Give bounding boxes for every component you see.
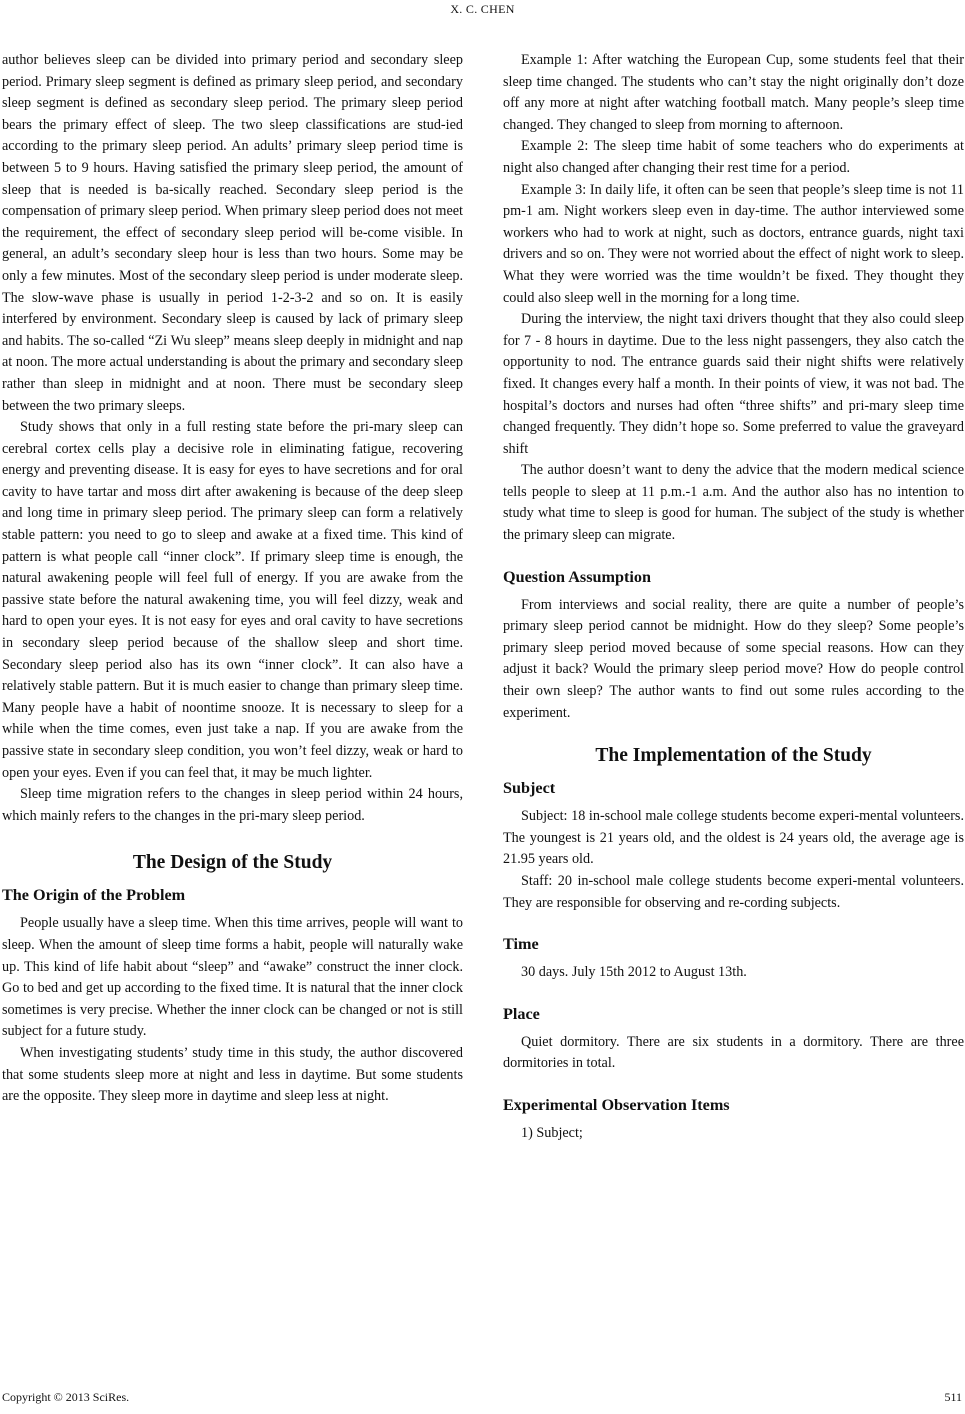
paragraph: During the interview, the night taxi drivers thought that they also could sleep for 7 - 8 hours in daytime. Due to the less night passengers, they also catch the opportunity to nod. The entrance guards said their night shifts were relatively fixed. It changes every half a month. In their points of view, it was not bad. The hospital’s doctors and nurses had often “three shifts” and pri-mary sleep time changed frequently. They didn’t hope so. Some preferred to value the graveyard shift [503,311,964,457]
paragraph: Example 1: After watching the European Cup, some students feel that their sleep time changed. The students who can’t stay the night originally don’t doze off any more at night after watching football match. Many people’s sleep time changed. They changed to sleep from morning to afternoon. [503,52,964,133]
running-head: X. C. CHEN [450,2,515,16]
left-column [2,50,463,1108]
paragraph: author believes sleep can be divided into primary period and secondary sleep period. Primary sleep segment is defined as primary sleep period, and secondary sleep segment is defined as secondary sleep period. The primary sleep period bears the primary effect of sleep. The two sleep classifications are stud-ied according to the primary sleep period. An adults’ primary sleep period time is between 5 to 9 hours. Having satisfied the primary sleep period, the amount of sleep that is needed is ba-sically reached. Secondary sleep period is the compensation of primary sleep period. When primary sleep period does not meet the requirement, the effect of secondary sleep period will be-come visible. In general, an adult’s secondary sleep hour is less than two hours. Some may be only a few minutes. Most of the secondary sleep period is under moderate sleep. The slow-wave phase is usually in period 1-2-3-2 and so on. It is easily interfered by environment. Secondary sleep is caused by lack of primary sleep and habits. The so-called “Zi Wu sleep” means sleep deeply in midnight and nap at noon. The more actual understanding is about the primary and secondary sleep rather than sleep in midnight and at noon. There must be secondary sleep between the two primary sleeps. [2,52,463,414]
paragraph: Study shows that only in a full resting state before the pri-mary sleep can cerebral cortex cells play a decisive role in eliminating fatigue, recovering energy and preventing disease. It is easy for eyes to have secretions and for oral cavity to have tartar and moss dirt after awakening is because of the deep sleep and long time in primary sleep period. The primary sleep can form a relatively stable pattern: you need to go to sleep and awake at a fixed time. This kind of pattern is what people call “inner clock”. If primary sleep time is enough, the natural awakening people will feel full of energy. If you are awake from the passive state before the natural awakening time, you will feel dizzy, weak and hard to open your eyes. It is not easy for eyes and oral cavity to have secretions in secondary sleep period because of the shallow sleep and short time. Secondary sleep period also has its own “inner clock”. It can also have a relatively stable pattern. But it is much easier to change than primary sleep time. Many people have a habit of noontime snooze. It is necessary to sleep for a while when the time comes, even just take a nap. If you are awake from the passive state in secondary sleep condition, you won’t feel dizzy, weak or hard to open your eyes. Even if you can feel that, it may be much lighter. [2,419,463,781]
subsection-heading-place: Place [503,1004,540,1023]
paragraph: 30 days. July 15th 2012 to August 13th. [521,964,747,981]
paragraph: When investigating students’ study time in this study, the author discovered that some students sleep more at night and less in daytime. But some students are the opposite. They sleep more in daytime and sleep less at night. [2,1044,463,1105]
paragraph: The author doesn’t want to deny the advice that the modern medical science tells people to sleep at 11 p.m.-1 a.m. And the author also has no intention to study what time to sleep is good for human. The subject of the study is whether the primary sleep can migrate. [503,462,964,544]
subsection-heading-items: Experimental Observation Items [503,1095,730,1114]
paragraph: Quiet dormitory. There are six students in a dormitory. There are three dormitories in total. [503,1033,964,1072]
paragraph: From interviews and social reality, there are quite a number of people’s primary sleep period cannot be midnight. How do they sleep? Some people’s primary sleep period moved because of some special reasons. How can they adjust it back? Would the primary sleep period move? How do people control their own sleep? The author wants to find out some rules according to the experiment. [503,596,964,721]
copyright-notice: Copyright © 2013 SciRes. [2,1390,130,1404]
paragraph: People usually have a sleep time. When this time arrives, people will want to sleep. When the amount of sleep time forms a habit, people will naturally wake up. This kind of life habit about “sleep” and “awake” construct the inner clock. Go to bed and get up according to the fixed time. It is natural that the inner clock sometimes is very precise. Whether the inner clock can be changed or not is still subject for a future study. [2,915,463,1040]
page-number: 511 [944,1390,962,1404]
page-footer [2,1390,964,1405]
right-column [503,50,964,1145]
paragraph: Example 3: In daily life, it often can be seen that people’s sleep time is not 11 pm-1 am. Night workers sleep even in day-time. The author interviewed some workers who had to work at night, such as doctors, entrance guards, night taxi drivers and so on. They were not worried about the effect of night work to sleep. What they were worried was the time wouldn’t be fixed. They thought they could also sleep well in the morning for a long time. [503,181,964,306]
subsection-heading-time: Time [503,935,539,954]
paragraph: Sleep time migration refers to the changes in sleep period within 24 hours, which mainly refers to the changes in the pri-mary sleep period. [2,786,463,824]
paragraph: 1) Subject; [521,1124,583,1141]
subsection-heading-question: Question Assumption [503,567,651,586]
section-heading-implementation: The Implementation of the Study [595,745,872,767]
section-heading-design: The Design of the Study [132,852,333,874]
paragraph: Staff: 20 in-school male college students become experi-mental volunteers. They are responsible for observing and re-cording subjects. [503,873,964,911]
paragraph: Example 2: The sleep time habit of some teachers who do experiments at night also changed after changing their rest time for a period. [503,138,964,176]
paragraph: Subject: 18 in-school male college students become experi-mental volunteers. The youngest is 21 years old, and the oldest is 24 years old, the average age is 21.95 years old. [503,808,964,868]
subsection-heading-origin: The Origin of the Problem [2,886,186,905]
subsection-heading-subject: Subject [503,779,556,798]
